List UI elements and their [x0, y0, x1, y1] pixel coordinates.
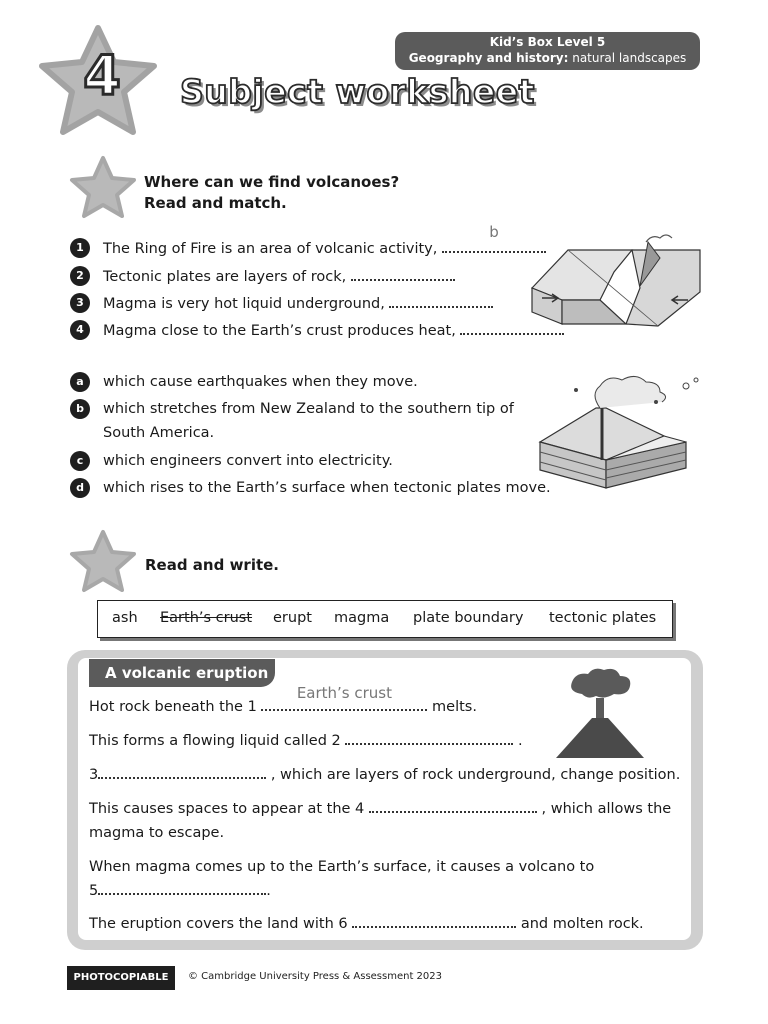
letter-badge: a: [70, 372, 90, 392]
word-bank: [97, 600, 673, 638]
match-item-4: 4 Magma close to the Earth’s crust produces heat,: [70, 319, 90, 341]
subject-text: Geography and history: natural landscapes: [408, 51, 687, 65]
number-badge: 4: [70, 320, 90, 340]
word-ash: ash: [112, 610, 138, 626]
story-blank-6[interactable]: [352, 912, 516, 928]
word-tectonic-plates: tectonic plates: [549, 610, 657, 626]
story-blank-2[interactable]: [345, 729, 513, 745]
task2-heading: Read and write.: [145, 556, 280, 574]
answer-blank-3[interactable]: [389, 292, 493, 308]
task1-star-icon: [68, 154, 138, 220]
word-plate-boundary: plate boundary: [413, 610, 524, 626]
match-item-1: 1 The Ring of Fire is an area of volcanic activity, b: [70, 237, 90, 259]
erupting-volcano-icon: [552, 668, 648, 760]
match-item-2: 2 Tectonic plates are layers of rock,: [70, 265, 90, 287]
option-a: a which cause earthquakes when they move.: [70, 370, 90, 394]
word-earths-crust: Earth’s crust: [160, 610, 253, 626]
letter-badge: d: [70, 478, 90, 498]
photocopiable-label: PHOTOCOPIABLE: [67, 966, 175, 990]
letter-badge: c: [70, 451, 90, 471]
story-blank-1[interactable]: Earth’s crust: [261, 695, 427, 711]
task2-star-icon: [68, 528, 138, 594]
copyright-text: © Cambridge University Press & Assessment 2023: [188, 971, 443, 982]
option-b: b which stretches from New Zealand to the southern tip of South America.: [70, 397, 90, 421]
unit-number: 4: [83, 44, 121, 107]
story-line-4: This causes spaces to appear at the 4 , which allows the magma to escape.: [89, 797, 671, 845]
word-magma: magma: [334, 610, 390, 626]
story-line-6: The eruption covers the land with 6 and molten rock.: [89, 912, 644, 936]
story-line-2: This forms a flowing liquid called 2 .: [89, 729, 523, 753]
number-badge: 3: [70, 293, 90, 313]
level-text: Kid’s Box Level 5: [489, 35, 606, 49]
option-d: d which rises to the Earth’s surface when tectonic plates move.: [70, 476, 90, 500]
story-blank-5[interactable]: [98, 879, 266, 895]
story-line-5: When magma comes up to the Earth’s surface, it causes a volcano to 5 .: [89, 859, 595, 899]
letter-badge: b: [70, 399, 90, 419]
story-blank-4[interactable]: [369, 797, 537, 813]
answer-blank-1[interactable]: b: [442, 237, 546, 253]
match-item-3: 3 Magma is very hot liquid underground,: [70, 292, 90, 314]
number-badge: 1: [70, 238, 90, 258]
story-line-3: 3 , which are layers of rock underground, change position.: [89, 763, 680, 787]
tectonic-plates-illustration: [528, 228, 706, 332]
answer-blank-2[interactable]: [351, 265, 455, 281]
story-blank-3[interactable]: [98, 763, 266, 779]
volcano-cross-section-illustration: [536, 372, 706, 490]
story-title: A volcanic eruption: [89, 659, 275, 687]
page-title: Subject worksheet: [180, 72, 535, 111]
level-banner: [395, 32, 700, 70]
story-line-1: Hot rock beneath the 1 Earth’s crust melts.: [89, 684, 477, 715]
word-erupt: erupt: [273, 610, 312, 626]
number-badge: 2: [70, 266, 90, 286]
option-c: c which engineers convert into electricity.: [70, 449, 90, 473]
task1-heading: Where can we find volcanoes? Read and match.: [144, 173, 400, 212]
